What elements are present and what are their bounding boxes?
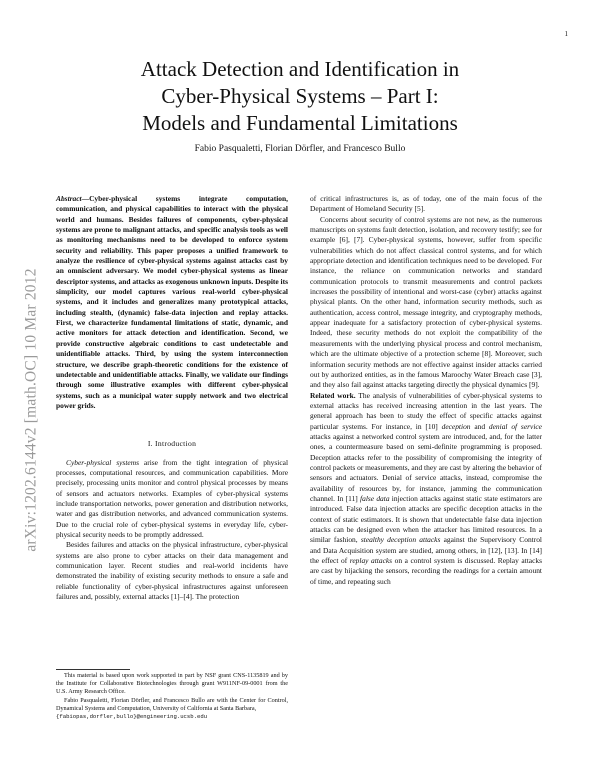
related-work-paragraph — [310, 391, 542, 588]
related-work-text: attacks against a networked control system are introduced, and, for the latter ones, a countermeasure based on semi-definite programming is proposed. Deception attacks refer to the possibility of compromising the integrity of control packets or measurements, and they are cast by altering the behavior of sensors and actuators. Denial of service attacks, instead, compromise the availability of resources by, for instance, jamming the communication channel. In [11] — [310, 431, 542, 503]
term-deception: deception — [441, 421, 471, 431]
intro-paragraph — [56, 458, 288, 541]
related-work-text: injection attacks against static state estimators are introduced. False data injection attacks are specific deception attacks in the context of static estimators. It is shown that undetectable false data injection attacks can be designed even when the attacker has limited resources. In a similar fashion, — [310, 493, 542, 545]
related-work-text: and — [470, 421, 489, 431]
paper-title — [60, 56, 540, 137]
term-replay-attacks: replay attacks — [349, 556, 393, 566]
intro-text: arise from the tight integration of physical processes, computational resources, and communication capabilities. More precisely, processing units monitor and control physical processes by means of sensors and actuators networks. Examples of cyber-physical systems include transportation networks, power generation and distribution networks, water and gas distribution networks, and advanced communication systems. Due to the crucial role of cyber-physical systems in everyday life, cyber-physical security needs to be promptly addressed. — [56, 457, 289, 539]
body-paragraph: Concerns about security of control systems are not new, as the numerous manuscripts on systems fault detection, isolation, and recovery testify; see for example [6], [7]. Cyber-physical systems, however, suffer from specific vulnerabilities which do not affect classical control systems, and for which appropriate detection and identification techniques need to be developed. For instance, the reliance on communication networks and standard communication protocols to transmit measurements and control packets increases the possibility of intentional and worst-case (cyber) attacks against physical plants. On the other hand, information security methods, such as authentication, access control, message integrity, and cryptography methods, appear inadequate for a satisfactory protection of cyber-physical systems. Indeed, these security methods do not exploit the compatibility of the measurements with the underlying physical process and control mechanism, which are the ultimate objective of a protection scheme [8]. Moreover, such information security methods are not effective against insider attacks carried out by authorized entities, as in the famous Maroochy Water Breach case [3], and they also fail against attacks targeting directly the physical dynamics [9]. — [310, 214, 542, 390]
footnote-affiliation: Fabio Pasqualetti, Florian Dörfler, and Francesco Bullo are with the Center for Control, Dynamical Systems and Computation, University of California at Santa Barbara, — [56, 696, 288, 712]
related-work-text: on a control system is discussed. Replay attacks are cast by hijacking the sensors, recording the readings for a certain amount of time, and repeating such — [310, 556, 542, 586]
right-column — [310, 194, 542, 587]
term-stealthy-deception: stealthy deception attacks — [360, 535, 441, 545]
related-work-text: The analysis of vulnerabilities of cyber-physical systems to external attacks has received increasing attention in the last years. The general approach has been to study the effect of specific attacks against particular systems. For instance, in [10] — [310, 390, 542, 431]
related-work-label: Related work. — [310, 390, 356, 400]
related-work-text: against the Supervisory Control and Data Acquisition system are studied, among others, in [12], [13]. In [14] the effect of — [310, 535, 542, 566]
arxiv-stamp — [22, 222, 42, 598]
footnote-funding: This material is based upon work supported in part by NSF grant CNS-1135819 and by the Institute for Collaborative Biotechnologies through grant W911NF-09-0001 from the U.S. Army Research Office. — [56, 672, 288, 696]
body-paragraph: of critical infrastructures is, as of today, one of the main focus of the Department of Homeland Security [5]. — [310, 194, 542, 214]
title-line: Attack Detection and Identification in — [140, 57, 460, 81]
author-list: Fabio Pasqualetti, Florian Dörfler, and Francesco Bullo — [194, 144, 406, 154]
page-number: 1 — [564, 30, 568, 38]
intro-paragraph: Besides failures and attacks on the physical infrastructure, cyber-physical systems are also prone to cyber attacks on their data management and communication layer. Recent studies and real-world incidents have demonstrated the inability of existing security methods to ensure a safe and reliable functionality of cyber-physical infrastructures against unforeseen failures and, possibly, external attacks [1]–[4]. The protection — [56, 540, 288, 602]
intro-term: Cyber-physical systems — [66, 457, 139, 467]
left-column — [56, 194, 288, 602]
abstract-text: —Cyber-physical systems integrate computation, communication, and physical capabilities to interact with the physical world and humans. Besides failures of components, cyber-physical systems are prone to malignant attacks, and specific analysis tools as well as monitoring mechanisms need to be developed to enforce system security and reliability. This paper proposes a unified framework to analyze the resilience of cyber-physical systems against attacks cast by an omniscient adversary. We model cyber-physical systems as linear descriptor systems, and attacks as exogenous unknown inputs. Despite its simplicity, our model captures various real-world cyber-physical systems, and it includes and generalizes many prototypical attacks, including stealth, (dynamic) false-data injection and replay attacks. First, we characterize fundamental limitations of static, dynamic, and active monitors for attack detection and identification. Second, we provide constructive algebraic conditions to cast undetectable and unidentifiable attacks. Third, by using the system interconnection structure, we describe graph-theoretic conditions for the existence of undetectable and unidentifiable attacks. Finally, we validate our findings through some illustrative examples with different cyber-physical systems, such as a municipal water supply network and two electrical power grids. — [56, 194, 288, 410]
footnote-emails: {fabiopas,dorfler,bullo}@engineering.ucsb.edu — [56, 713, 208, 721]
term-denial-of-service: denial of service — [488, 421, 542, 431]
abstract-label: Abstract — [56, 194, 82, 203]
arxiv-stamp-text: arXiv:1202.6144v2 [math.OC] 10 Mar 2012 — [23, 268, 41, 552]
term-false-data: false data — [360, 493, 390, 503]
title-line: Cyber-Physical Systems – Part I: — [161, 84, 439, 108]
section-heading: I. Introduction — [147, 439, 197, 449]
abstract — [56, 194, 288, 411]
footnote — [56, 672, 288, 721]
footnote-rule — [56, 669, 130, 670]
title-line: Models and Fundamental Limitations — [142, 111, 458, 135]
